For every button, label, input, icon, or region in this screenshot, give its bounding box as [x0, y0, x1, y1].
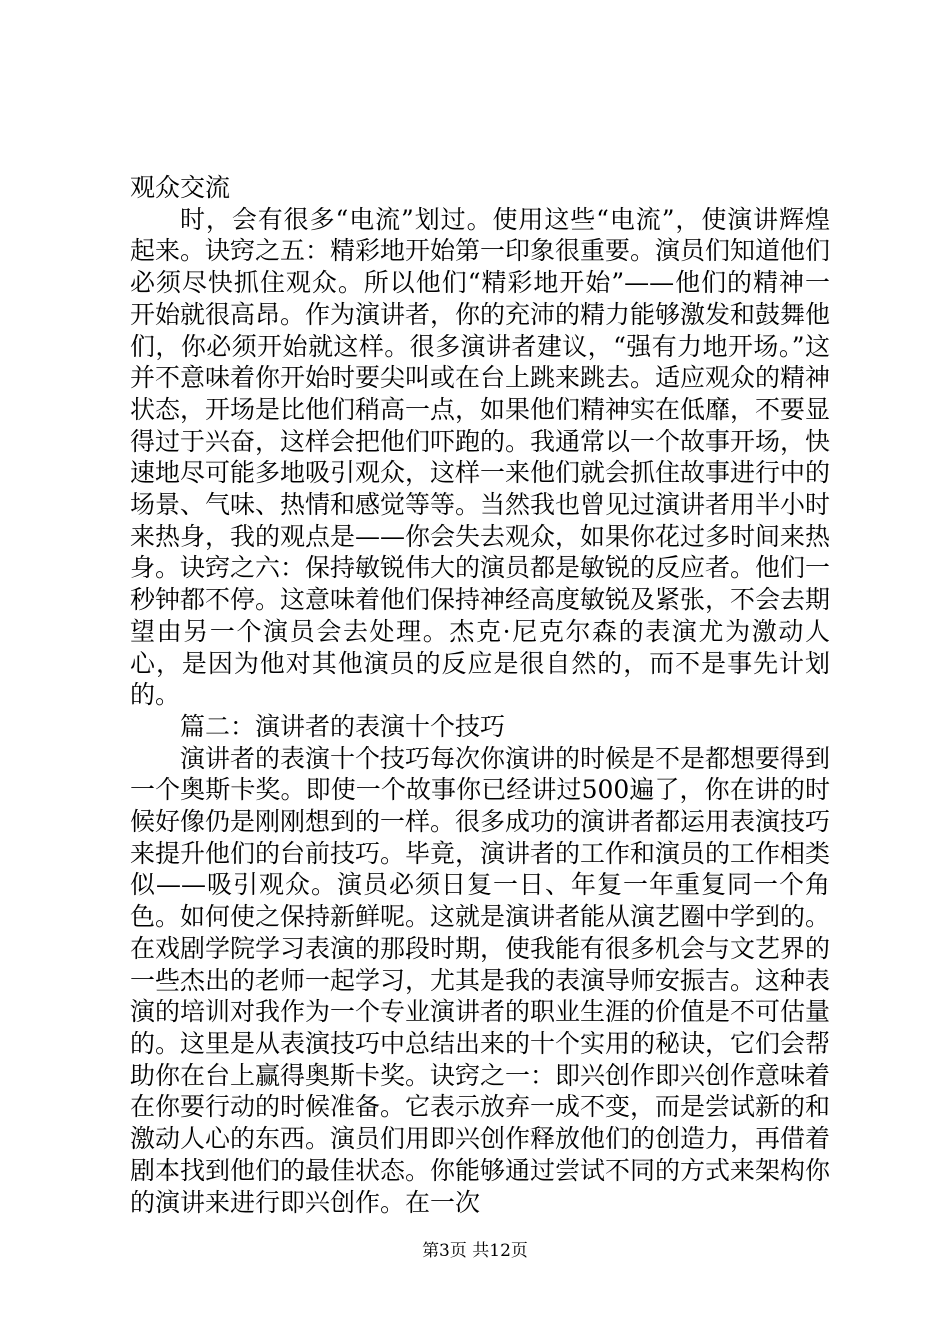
- section-heading: 篇二：演讲者的表演十个技巧: [180, 711, 506, 741]
- paragraph-ten-tips-intro: 演讲者的表演十个技巧每次你演讲的时候是不是都想要得到一个奥斯卡奖。即使一个故事你已经讲过500遍了，你在讲的时候好像仍是刚刚想到的一样。很多成功的演讲者都运用表演技巧来提升他们的台前技巧。毕竟，演讲者的工作和演员的工作相类似——吸引观众。演员必须日复一日、年复一年重复同一个角色。如何使之保持新鲜呢。这就是演讲者能从演艺圈中学到的。在戏剧学院学习表演的那段时期，使我能有很多机会与文艺界的一些杰出的老师一起学习，尤其是我的表演导师安振吉。这种表演的培训对我作为一个专业演讲者的职业生涯的价值是不可估量的。这里是从表演技巧中总结出来的十个实用的秘诀，它们会帮助你在台上赢得奥斯卡奖。诀窍之一：即兴创作即兴创作意味着在你要行动的时候准备。它表示放弃一成不变，而是尝试新的和激动人心的东西。演员们用即兴创作释放他们的创造力，再借着剧本找到他们的最佳状态。你能够通过尝试不同的方式来架构你的演讲来进行即兴创作。在一次: [130, 743, 831, 1217]
- page-number-footer: 第3页 共12页: [422, 1241, 528, 1261]
- paragraph-tips-five-six: 时，会有很多“电流”划过。使用这些“电流”，使演讲辉煌起来。诀窍之五：精彩地开始第一印象很重要。演员们知道他们必须尽快抓住观众。所以他们“精彩地开始”——他们的精神一开始就很高昂。作为演讲者，你的充沛的精力能够激发和鼓舞他们，你必须开始就这样。很多演讲者建议，“强有力地开场。”这并不意味着你开始时要尖叫或在台上跳来跳去。适应观众的精神状态，开场是比他们稍高一点，如果他们精神实在低靡，不要显得过于兴奋，这样会把他们吓跑的。我通常以一个故事开场，快速地尽可能多地吸引观众，这样一来他们就会抓住故事进行中的场景、气味、热情和感觉等等。当然我也曾见过演讲者用半小时来热身，我的观点是——你会失去观众，如果你花过多时间来热身。诀窍之六：保持敏锐伟大的演员都是敏锐的反应者。他们一秒钟都不停。这意味着他们保持神经高度敏锐及紧张，不会去期望由另一个演员会去处理。杰克·尼克尔森的表演尤为激动人心，是因为他对其他演员的反应是很自然的，而不是事先计划的。: [130, 204, 831, 710]
- document-body: [130, 172, 830, 1218]
- paragraph-continuation-heading: 观众交流: [130, 173, 231, 202]
